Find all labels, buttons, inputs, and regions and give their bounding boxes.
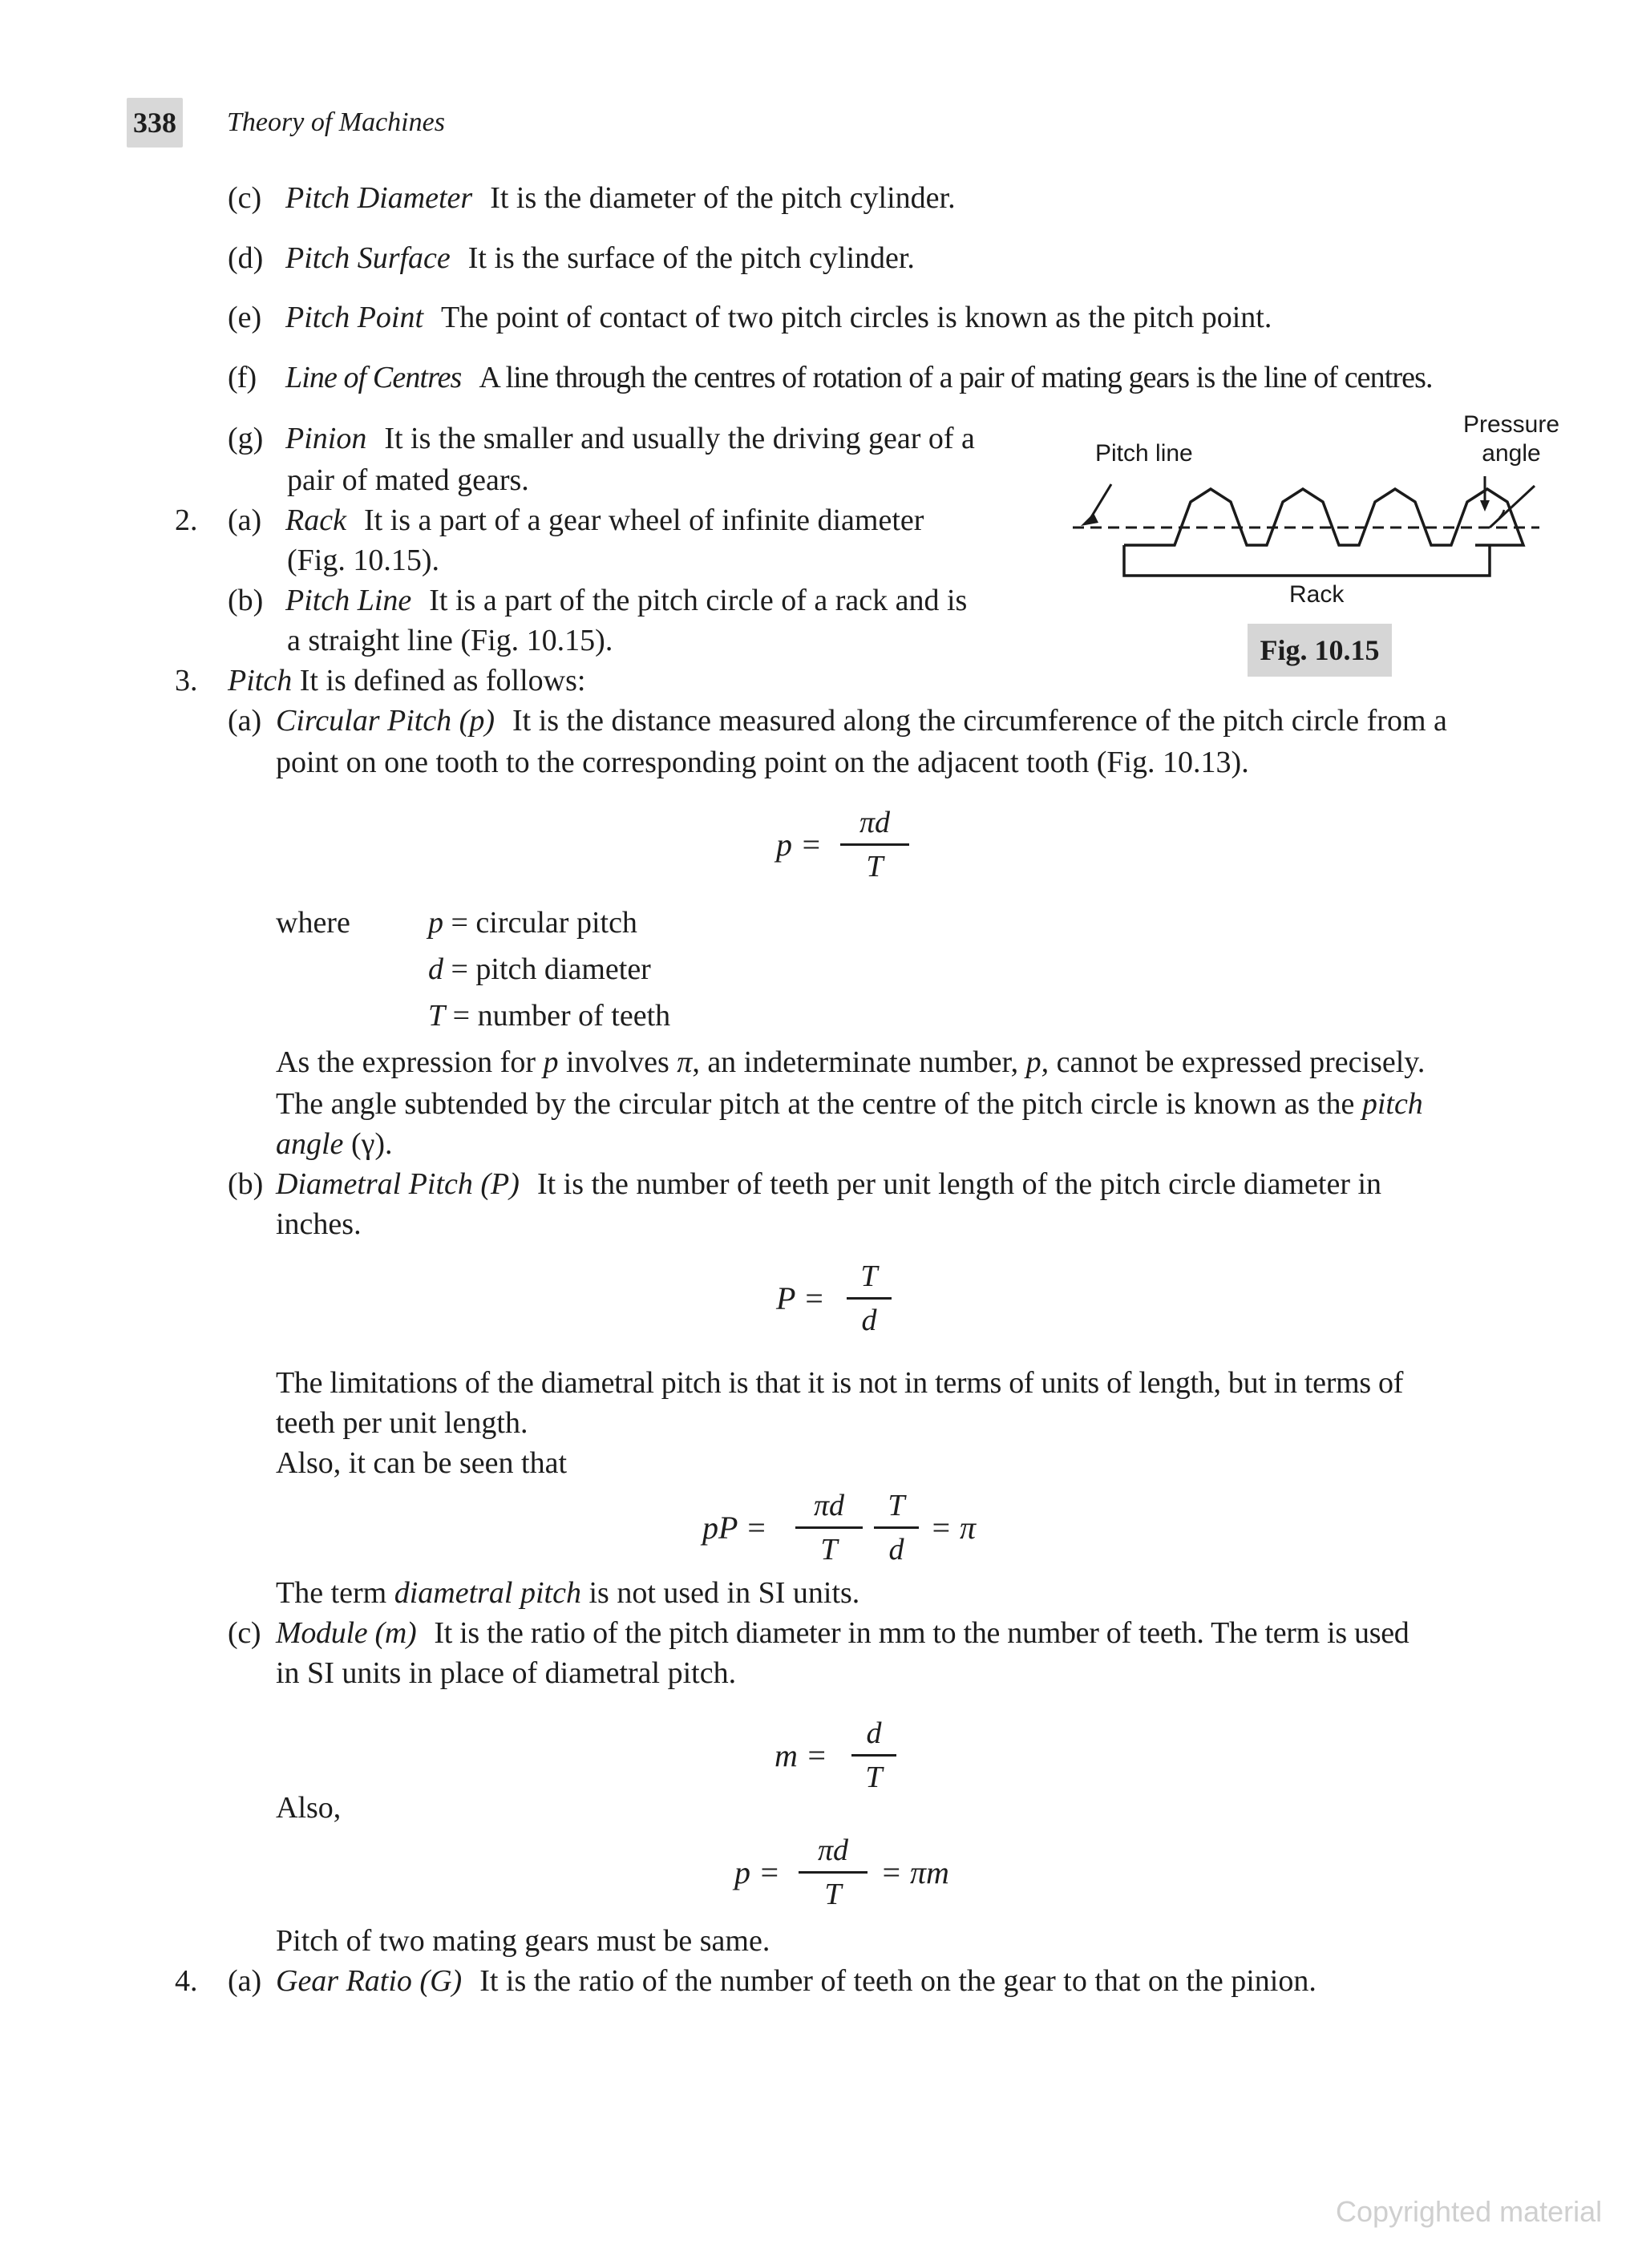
figure-label-pressure-angle: Pressure angle bbox=[1462, 411, 1560, 467]
paragraph-limitations-cont: teeth per unit length. bbox=[276, 1406, 528, 1440]
definition-pitch-surface: (d) Pitch Surface It is the surface of the pitch cylinder. bbox=[228, 241, 915, 275]
paragraph-also-seen: Also, it can be seen that bbox=[276, 1446, 568, 1480]
item-3a-cont: point on one tooth to the corresponding point on the adjacent tooth (Fig. 10.13). bbox=[276, 746, 1249, 779]
eq5-fraction: πd T bbox=[799, 1829, 868, 1915]
paragraph-diametral-not-si: The term diametral pitch is not used in SI units. bbox=[276, 1576, 860, 1610]
pressure-angle-arc bbox=[1499, 510, 1504, 518]
item-3a-circular-pitch: (a) Circular Pitch (p) It is the distance measured along the circumference of the pitch circle from a bbox=[228, 704, 1447, 738]
item-3b-cont: inches. bbox=[276, 1207, 362, 1241]
item-3-pitch: 3. Pitch It is defined as follows: bbox=[175, 664, 586, 697]
item-2-pitch-line: (b) Pitch Line It is a part of the pitch circle of a rack and is bbox=[228, 584, 968, 617]
eq3-lhs: pP = bbox=[702, 1510, 767, 1546]
eq4-fraction: d T bbox=[851, 1712, 896, 1798]
eq5-rhs: = πm bbox=[880, 1854, 949, 1890]
eq5-lhs: p = bbox=[734, 1854, 780, 1890]
figure-label-rack: Rack bbox=[1289, 581, 1345, 608]
item-3b-diametral-pitch: (b) Diametral Pitch (P) It is the number of teeth per unit length of the pitch circle diameter in bbox=[228, 1167, 1382, 1201]
where-label: where bbox=[276, 906, 350, 940]
where-item-p: p = circular pitch bbox=[428, 906, 637, 940]
eq3-fraction-1: πd T bbox=[795, 1485, 863, 1571]
definition-line-of-centres: (f) Line of Centres A line through the centres of rotation of a pair of mating gears is the line of centres. bbox=[228, 361, 1433, 394]
where-item-d: d = pitch diameter bbox=[428, 952, 651, 986]
definition-pitch-point: (e) Pitch Point The point of contact of two pitch circles is known as the pitch point. bbox=[228, 301, 1272, 334]
pressure-angle-arrowhead bbox=[1480, 500, 1490, 511]
eq4-lhs: m = bbox=[774, 1737, 827, 1773]
item-2-rack-cont: (Fig. 10.15). bbox=[287, 544, 439, 577]
item-4a-gear-ratio: 4. (a) Gear Ratio (G) It is the ratio of the number of teeth on the gear to that on the pinion. bbox=[175, 1964, 1316, 1998]
page-number: 338 bbox=[133, 107, 176, 139]
eq3-rhs: = π bbox=[930, 1510, 977, 1546]
item-3c-cont: in SI units in place of diametral pitch. bbox=[276, 1656, 737, 1690]
figure-label-pitch-line: Pitch line bbox=[1095, 440, 1193, 467]
also-label: Also, bbox=[276, 1791, 342, 1825]
where-item-t: T = number of teeth bbox=[428, 999, 671, 1033]
figure-caption: Fig. 10.15 bbox=[1248, 624, 1392, 677]
rack-body bbox=[1124, 545, 1490, 576]
copyright-watermark: Copyrighted material bbox=[1336, 2195, 1603, 2228]
paragraph-pitch-angle-cont: angle (γ). bbox=[276, 1127, 393, 1161]
definition-pinion-cont: pair of mated gears. bbox=[287, 463, 529, 497]
paragraph-pitch-angle: The angle subtended by the circular pitch at the centre of the pitch circle is known as the pitch bbox=[276, 1087, 1423, 1121]
item-3c-module: (c) Module (m) It is the ratio of the pitch diameter in mm to the number of teeth. The term is used bbox=[228, 1616, 1409, 1650]
running-header-title: Theory of Machines bbox=[227, 107, 445, 137]
paragraph-mating-pitch: Pitch of two mating gears must be same. bbox=[276, 1924, 770, 1958]
eq1-fraction: πd T bbox=[840, 802, 909, 887]
pitch-line-arrowhead bbox=[1081, 513, 1098, 526]
item-2-rack: 2. (a) Rack It is a part of a gear wheel of infinite diameter bbox=[175, 503, 924, 537]
paragraph-pi-indeterminate: As the expression for p involves π, an indeterminate number, p, cannot be expressed precisely. bbox=[276, 1045, 1426, 1079]
definition-pinion: (g) Pinion It is the smaller and usually the driving gear of a bbox=[228, 422, 975, 455]
eq1-lhs: p = bbox=[776, 827, 822, 863]
rack-teeth-profile bbox=[1124, 489, 1523, 545]
paragraph-limitations: The limitations of the diametral pitch is that it is not in terms of units of length, but in terms of bbox=[276, 1366, 1404, 1400]
eq3-fraction-2: T d bbox=[874, 1485, 919, 1571]
eq2-fraction: T d bbox=[847, 1255, 892, 1341]
eq2-lhs: P = bbox=[776, 1280, 825, 1316]
rack-diagram bbox=[1066, 473, 1547, 585]
pressure-angle-line bbox=[1490, 486, 1535, 528]
item-2-pitch-line-cont: a straight line (Fig. 10.15). bbox=[287, 624, 613, 657]
definition-pitch-diameter: (c) Pitch Diameter It is the diameter of the pitch cylinder. bbox=[228, 181, 956, 215]
